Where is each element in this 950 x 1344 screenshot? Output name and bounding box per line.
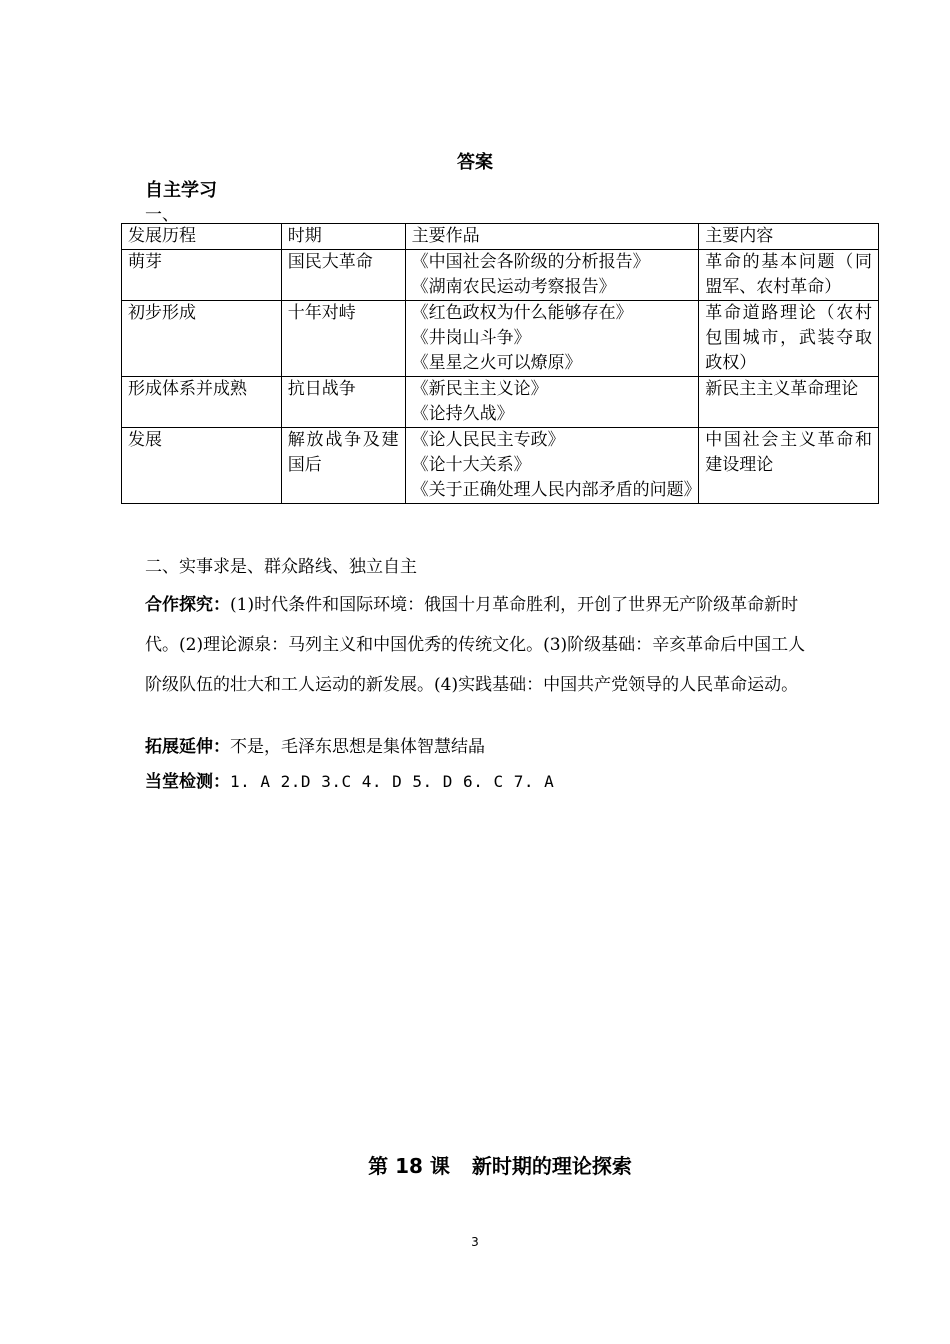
works-cell [405, 377, 699, 428]
works-cell [405, 301, 699, 377]
in-class-test-answers: 1. A 2.D 3.C 4. D 5. D 6. C 7. A [230, 772, 555, 791]
cooperation-text: (1)时代条件和国际环境：俄国十月革命胜利，开创了世界无产阶级革命新时代。(2)理论源泉：马列主义和中国优秀的传统文化。(3)阶级基础：辛亥革命后中国工人阶级队伍的壮大和工人运动的新发展。(4)实践基础：中国共产党领导的人民革命运动。 [145, 595, 806, 695]
work-title: 《红色政权为什么能够存在》 [411, 303, 633, 323]
stage-cell: 萌芽 [122, 250, 282, 301]
stage-cell: 发展 [122, 428, 282, 504]
development-table [121, 223, 879, 504]
in-class-test-paragraph: 当堂检测：1. A 2.D 3.C 4. D 5. D 6. C 7. A [145, 772, 555, 792]
period-cell: 解放战争及建国后 [281, 428, 405, 504]
period-cell: 十年对峙 [281, 301, 405, 377]
work-title: 《星星之火可以燎原》 [411, 353, 582, 373]
table-row [122, 377, 879, 428]
header-stage: 发展历程 [122, 224, 282, 250]
content-cell: 中国社会主义革命和建设理论 [699, 428, 879, 504]
content-cell: 新民主主义革命理论 [699, 377, 879, 428]
section-heading: 自主学习 [145, 180, 217, 201]
header-period: 时期 [281, 224, 405, 250]
table-row [122, 250, 879, 301]
stage-cell: 初步形成 [122, 301, 282, 377]
work-title: 《井岗山斗争》 [411, 328, 531, 348]
work-title: 《论十大关系》 [411, 455, 531, 475]
work-title: 《中国社会各阶级的分析报告》 [411, 252, 650, 272]
work-title: 《论持久战》 [411, 404, 514, 424]
table-row [122, 428, 879, 504]
work-title: 《论人民民主专政》 [411, 430, 565, 450]
works-cell [405, 428, 699, 504]
extension-paragraph: 拓展延伸：不是，毛泽东思想是集体智慧结晶 [145, 737, 485, 757]
work-title: 《湖南农民运动考察报告》 [411, 277, 616, 297]
page-title: 答案 [457, 152, 493, 173]
lesson-number: 第 18 课 [368, 1154, 450, 1178]
cooperation-label: 合作探究 [145, 595, 213, 615]
content-cell: 革命的基本问题（同盟军、农村革命） [699, 250, 879, 301]
extension-text: 不是，毛泽东思想是集体智慧结晶 [230, 737, 485, 757]
next-lesson-title [0, 1150, 950, 1179]
table-header-row [122, 224, 879, 250]
page-number: 3 [471, 1235, 479, 1249]
stage-cell: 形成体系并成熟 [122, 377, 282, 428]
period-cell: 抗日战争 [281, 377, 405, 428]
part-one-label: 一、 [145, 205, 179, 225]
lesson-name: 新时期的理论探索 [471, 1154, 632, 1178]
content-cell: 革命道路理论（农村包围城市，武装夺取政权） [699, 301, 879, 377]
in-class-test-label: 当堂检测 [145, 772, 213, 792]
part-two-text: 二、实事求是、群众路线、独立自主 [145, 557, 417, 577]
work-title: 《关于正确处理人民内部矛盾的问题》 [411, 480, 701, 500]
work-title: 《新民主主义论》 [411, 379, 548, 399]
table-row [122, 301, 879, 377]
extension-label: 拓展延伸 [145, 737, 213, 757]
cooperation-paragraph: 合作探究：(1)时代条件和国际环境：俄国十月革命胜利，开创了世界无产阶级革命新时代。(2)理论源泉：马列主义和中国优秀的传统文化。(3)阶级基础：辛亥革命后中国工人阶级队伍的壮大和工人运动的新发展。(4)实践基础：中国共产党领导的人民革命运动。 [145, 595, 806, 695]
header-content: 主要内容 [699, 224, 879, 250]
header-works: 主要作品 [405, 224, 699, 250]
period-cell: 国民大革命 [281, 250, 405, 301]
works-cell [405, 250, 699, 301]
